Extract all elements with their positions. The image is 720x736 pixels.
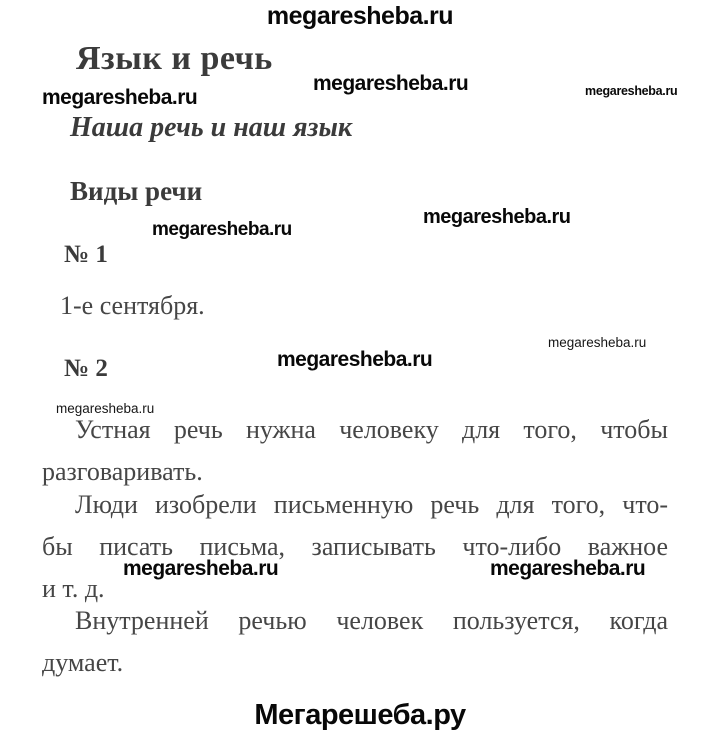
watermark-task2-center: megaresheba.ru — [277, 348, 433, 371]
footer-brand: Мегарешеба.ру — [254, 699, 466, 731]
paragraph-line: и т. д. — [42, 574, 105, 603]
task1-answer: 1-е сентября. — [60, 291, 205, 320]
watermark-body-left: megaresheba.ru — [123, 557, 279, 580]
paragraph-line: Устная речь нужна человеку для того, чтобы — [75, 415, 668, 444]
paragraph-line: разговаривать. — [42, 457, 203, 486]
watermark-section-right: megaresheba.ru — [423, 206, 571, 228]
task2-paragraph-2 — [42, 484, 668, 610]
task1-number: № 1 — [64, 241, 108, 268]
watermark-title-left: megaresheba.ru — [42, 86, 198, 109]
page-title: Язык и речь — [76, 40, 273, 77]
paragraph-line: бы писать письма, записывать что-либо важное — [42, 532, 668, 561]
task2-number: № 2 — [64, 355, 108, 382]
watermark-task2-small-right: megaresheba.ru — [548, 335, 647, 350]
watermark-title-right: megaresheba.ru — [585, 84, 678, 98]
task2-paragraph-1 — [42, 409, 668, 493]
paragraph-line: думает. — [42, 648, 124, 677]
watermark-top-center: megaresheba.ru — [266, 2, 454, 30]
watermark-paragraph-small-left: megaresheba.ru — [56, 401, 155, 416]
page-subtitle: Наша речь и наш язык — [70, 112, 353, 143]
watermark-body-right: megaresheba.ru — [490, 557, 646, 580]
section-heading: Виды речи — [70, 176, 203, 206]
watermark-title-middle: megaresheba.ru — [313, 72, 469, 95]
paragraph-line: Внутренней речью человек пользуется, когда — [75, 606, 668, 635]
task2-paragraph-3 — [42, 600, 668, 684]
watermark-section-left: megaresheba.ru — [152, 219, 292, 240]
paragraph-line: Люди изобрели письменную речь для того, что- — [75, 490, 668, 519]
